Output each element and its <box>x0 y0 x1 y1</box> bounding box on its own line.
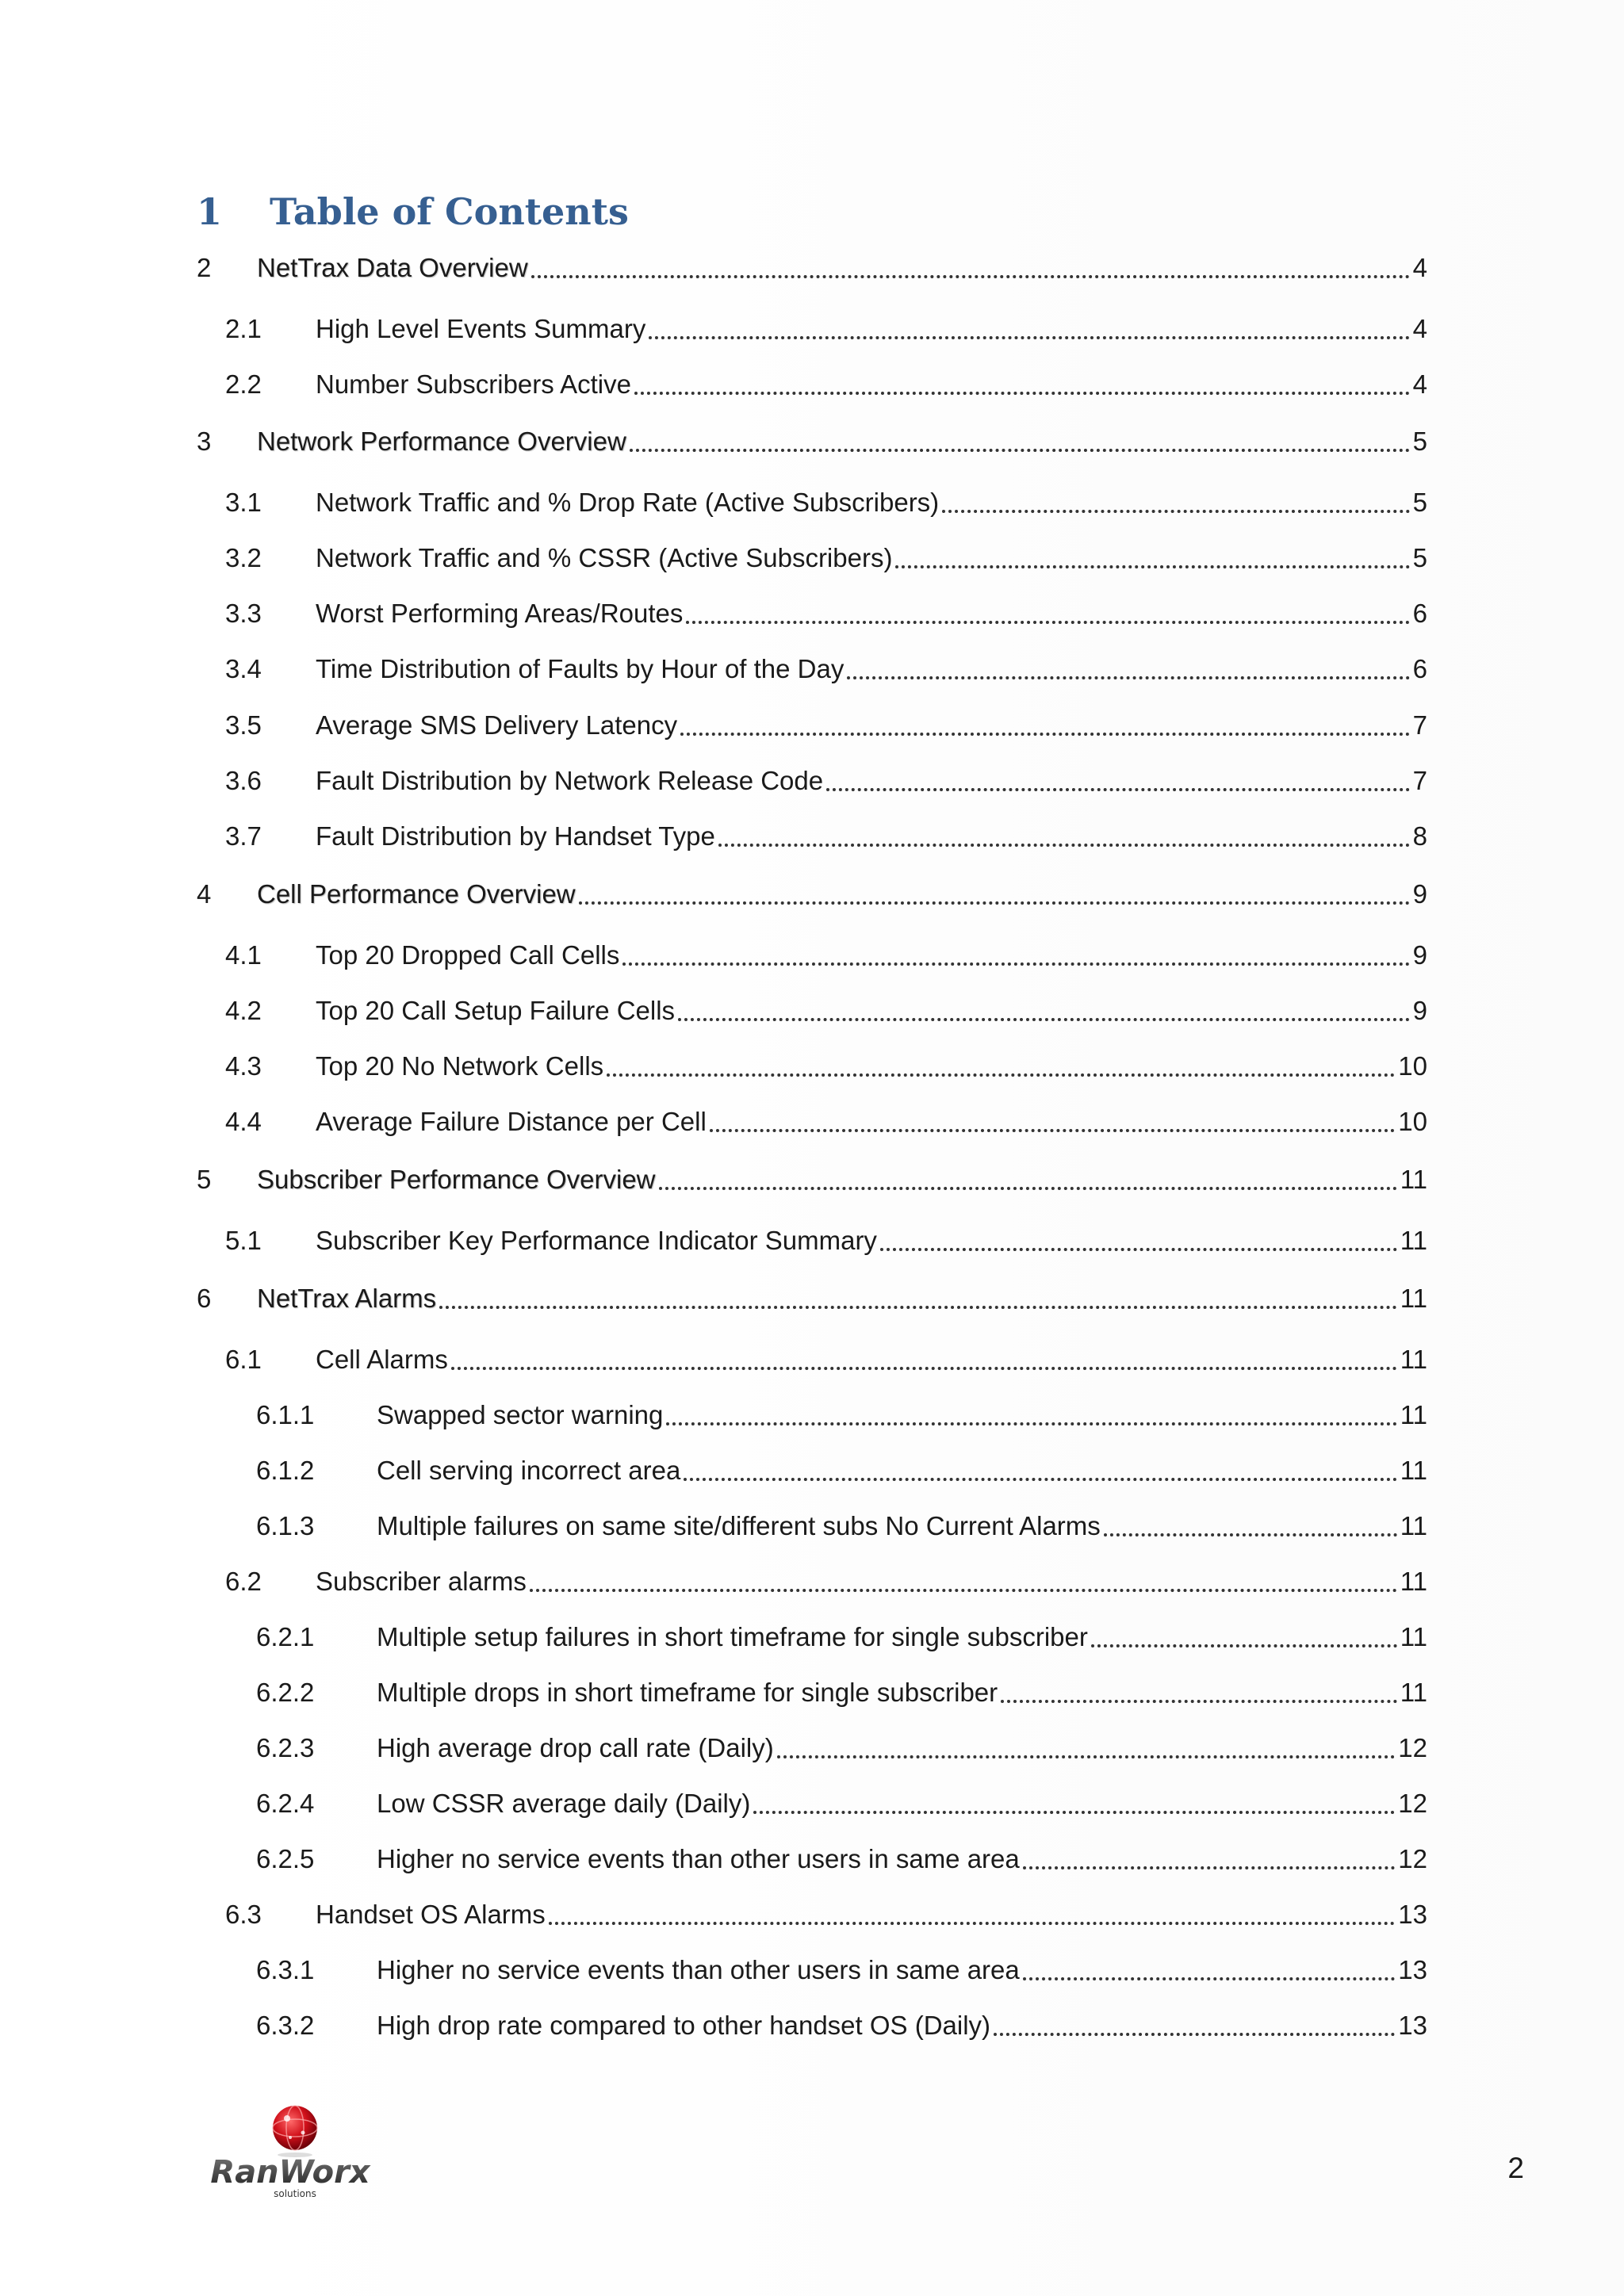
toc-entry-title: NetTrax Alarms <box>257 1284 437 1313</box>
toc-entry[interactable] <box>225 367 1427 402</box>
toc-leader-dots <box>634 370 1410 402</box>
toc-entry-page: 12 <box>1398 1844 1427 1873</box>
toc-entry-page: 11 <box>1400 1345 1427 1374</box>
toc-entry-title: High drop rate compared to other handset OS (Daily) <box>377 2011 991 2040</box>
toc-leader-dots <box>531 254 1410 285</box>
toc-leader-dots <box>777 1734 1396 1766</box>
toc-entry[interactable] <box>197 1281 1427 1316</box>
ranworx-logo <box>195 2101 385 2204</box>
toc-entry-title: Number Subscribers Active <box>316 369 631 399</box>
toc-entry[interactable] <box>256 1453 1427 1488</box>
toc-leader-dots <box>1001 1678 1397 1710</box>
toc-leader-dots <box>895 544 1409 576</box>
toc-leader-dots <box>439 1284 1397 1316</box>
toc-entry-title: Worst Performing Areas/Routes <box>316 599 684 628</box>
toc-leader-dots <box>1104 1512 1397 1544</box>
toc-leader-dots <box>847 655 1409 687</box>
toc-entry-title: Multiple setup failures in short timeframe for single subscriber <box>377 1622 1088 1651</box>
toc-entry-title: Subscriber Performance Overview <box>257 1165 656 1194</box>
toc-entry-page: 11 <box>1400 1226 1427 1255</box>
toc-entry[interactable] <box>225 763 1427 798</box>
toc-entry[interactable] <box>225 1564 1427 1599</box>
toc-entry[interactable] <box>225 993 1427 1028</box>
toc-entry-number: 6.2.3 <box>256 1733 315 1762</box>
toc-entry[interactable] <box>225 938 1427 973</box>
toc-entry-title: Multiple failures on same site/different subs No Current Alarms <box>377 1511 1101 1540</box>
toc-entry[interactable] <box>256 1953 1427 1988</box>
toc-entry-page: 13 <box>1398 1955 1427 1984</box>
toc-entry-title: Subscriber Key Performance Indicator Summary <box>316 1226 877 1255</box>
toc-entry-number: 4.2 <box>225 996 262 1025</box>
toc-leader-dots <box>826 767 1410 798</box>
toc-entry[interactable] <box>225 541 1427 576</box>
toc-entry-title: Fault Distribution by Network Release Code <box>316 766 824 795</box>
page-number: 2 <box>1507 2152 1524 2184</box>
toc-entry-page: 12 <box>1398 1733 1427 1762</box>
toc-entry-number: 6.1.1 <box>256 1400 315 1429</box>
toc-heading-number: 1 <box>197 190 223 233</box>
toc-entry-page: 9 <box>1412 879 1427 909</box>
toc-entry-number: 3.1 <box>225 488 262 517</box>
toc-entry-page: 4 <box>1412 253 1427 282</box>
toc-leader-dots <box>579 880 1410 912</box>
toc-entry[interactable] <box>256 1786 1427 1821</box>
toc-entry-number: 3.2 <box>225 543 262 572</box>
toc-leader-dots <box>630 427 1410 459</box>
toc-entry-number: 6 <box>197 1284 212 1313</box>
toc-entry-number: 5.1 <box>225 1226 262 1255</box>
toc-leader-dots <box>1091 1623 1397 1655</box>
toc-entry-number: 3 <box>197 427 212 456</box>
toc-entry[interactable] <box>225 312 1427 346</box>
toc-entry-number: 3.3 <box>225 599 262 628</box>
toc-entry[interactable] <box>197 424 1427 459</box>
toc-entry[interactable] <box>256 1398 1427 1433</box>
toc-entry-number: 2 <box>197 253 212 282</box>
toc-entry[interactable] <box>225 1049 1427 1084</box>
toc-entry-title: High Level Events Summary <box>316 314 646 343</box>
logo-tagline: solutions <box>274 2188 316 2199</box>
logo-wordmark: RanWorx <box>210 2154 370 2191</box>
toc-entry-page: 6 <box>1412 654 1427 683</box>
toc-entry-page: 10 <box>1398 1051 1427 1081</box>
toc-entry[interactable] <box>225 485 1427 520</box>
toc-entry[interactable] <box>225 819 1427 854</box>
toc-entry-page: 11 <box>1400 1678 1427 1707</box>
toc-entry-page: 11 <box>1400 1284 1427 1313</box>
toc-entry-title: Low CSSR average daily (Daily) <box>377 1789 751 1818</box>
toc-entry-page: 5 <box>1412 543 1427 572</box>
toc-leader-dots <box>880 1226 1397 1258</box>
toc-entry-number: 3.7 <box>225 821 262 851</box>
toc-entry-page: 11 <box>1400 1456 1427 1485</box>
toc-entry-title: Handset OS Alarms <box>316 1900 546 1929</box>
toc-leader-dots <box>942 488 1409 520</box>
toc-leader-dots <box>530 1567 1397 1599</box>
toc-entry-title: High average drop call rate (Daily) <box>377 1733 774 1762</box>
toc-entry[interactable] <box>256 1509 1427 1544</box>
toc-entry[interactable] <box>256 1620 1427 1655</box>
toc-entry-title: Network Traffic and % CSSR (Active Subscribers) <box>316 543 893 572</box>
toc-entry-page: 11 <box>1400 1400 1427 1429</box>
toc-entry-number: 3.6 <box>225 766 262 795</box>
toc-entry-title: Top 20 Dropped Call Cells <box>316 940 620 970</box>
toc-entry[interactable] <box>256 1842 1427 1877</box>
toc-entry-title: Subscriber alarms <box>316 1567 527 1596</box>
toc-entry[interactable] <box>256 1675 1427 1710</box>
toc-leader-dots <box>710 1108 1395 1139</box>
toc-entry-number: 4 <box>197 879 212 909</box>
toc-entry-title: Cell serving incorrect area <box>377 1456 681 1485</box>
toc-entry[interactable] <box>197 251 1427 285</box>
toc-entry-number: 3.4 <box>225 654 262 683</box>
toc-entry-title: Average SMS Delivery Latency <box>316 710 678 740</box>
toc-leader-dots <box>451 1345 1397 1377</box>
toc-entry-number: 4.4 <box>225 1107 262 1136</box>
toc-entry[interactable] <box>197 1162 1427 1197</box>
toc-entry-page: 9 <box>1412 996 1427 1025</box>
toc-entry-title: Multiple drops in short timeframe for single subscriber <box>377 1678 998 1707</box>
toc-leader-dots <box>549 1900 1396 1932</box>
toc-entry-title: NetTrax Data Overview <box>257 253 528 282</box>
toc-leader-dots <box>622 941 1409 973</box>
toc-leader-dots <box>994 2011 1395 2043</box>
globe-icon <box>273 2106 317 2157</box>
toc-entry[interactable] <box>256 1731 1427 1766</box>
toc-entry-title: Average Failure Distance per Cell <box>316 1107 707 1136</box>
toc-entry-number: 6.3.1 <box>256 1955 315 1984</box>
toc-leader-dots <box>718 822 1410 854</box>
toc-entry-title: Time Distribution of Faults by Hour of the Day <box>316 654 845 683</box>
toc-heading-text: Table of Contents <box>270 190 629 233</box>
toc-entry-page: 11 <box>1400 1622 1427 1651</box>
toc-entry-title: Top 20 Call Setup Failure Cells <box>316 996 676 1025</box>
toc-entry-page: 13 <box>1398 2011 1427 2040</box>
toc-entry-number: 6.2.2 <box>256 1678 315 1707</box>
toc-leader-dots <box>607 1052 1395 1084</box>
toc-entry-number: 6.2 <box>225 1567 262 1596</box>
toc-entry-number: 6.1.3 <box>256 1511 315 1540</box>
toc-entry-page: 7 <box>1412 766 1427 795</box>
toc-entry-number: 6.1 <box>225 1345 262 1374</box>
toc-entry-title: Cell Performance Overview <box>257 879 576 909</box>
toc-entry-number: 6.3 <box>225 1900 262 1929</box>
toc-entry-number: 3.5 <box>225 710 262 740</box>
toc-entry[interactable] <box>197 877 1427 912</box>
toc-entry-number: 6.2.1 <box>256 1622 315 1651</box>
toc-entry-page: 5 <box>1412 427 1427 456</box>
toc-entry-page: 12 <box>1398 1789 1427 1818</box>
toc-entry-number: 6.3.2 <box>256 2011 315 2040</box>
toc-entry-page: 11 <box>1400 1567 1427 1596</box>
toc-entry-page: 11 <box>1400 1511 1427 1540</box>
toc-leader-dots <box>686 599 1409 631</box>
toc-entry-title: Fault Distribution by Handset Type <box>316 821 715 851</box>
toc-leader-dots <box>1023 1845 1396 1877</box>
toc-leader-dots <box>666 1401 1396 1433</box>
toc-entry-number: 5 <box>197 1165 212 1194</box>
toc-entry-page: 10 <box>1398 1107 1427 1136</box>
toc-entry[interactable] <box>225 1223 1427 1258</box>
toc-entry-page: 8 <box>1412 821 1427 851</box>
toc-entry-number: 4.1 <box>225 940 262 970</box>
toc-leader-dots <box>649 315 1409 346</box>
toc-entry-page: 5 <box>1412 488 1427 517</box>
toc-entry[interactable] <box>225 596 1427 631</box>
toc-entry-title: Cell Alarms <box>316 1345 448 1374</box>
toc-leader-dots <box>659 1165 1397 1197</box>
toc-entry-page: 7 <box>1412 710 1427 740</box>
toc-entry[interactable] <box>225 652 1427 687</box>
toc-entry-page: 13 <box>1398 1900 1427 1929</box>
toc-leader-dots <box>753 1789 1395 1821</box>
toc-heading <box>197 190 629 233</box>
toc-entry-page: 9 <box>1412 940 1427 970</box>
toc-leader-dots <box>684 1456 1396 1488</box>
toc-entry-number: 6.2.4 <box>256 1789 315 1818</box>
toc-entry[interactable] <box>256 2008 1427 2043</box>
toc-entry-page: 4 <box>1412 314 1427 343</box>
toc-entry-page: 4 <box>1412 369 1427 399</box>
toc-entry-title: Network Traffic and % Drop Rate (Active Subscribers) <box>316 488 940 517</box>
toc-entry[interactable] <box>225 1897 1427 1932</box>
toc-leader-dots <box>1023 1956 1396 1988</box>
toc-entry-number: 4.3 <box>225 1051 262 1081</box>
toc-entry-title: Higher no service events than other users in same area <box>377 1844 1020 1873</box>
toc-leader-dots <box>678 997 1410 1028</box>
toc-entry[interactable] <box>225 708 1427 743</box>
toc-entry[interactable] <box>225 1104 1427 1139</box>
toc-entry-title: Top 20 No Network Cells <box>316 1051 604 1081</box>
toc-entry-title: Higher no service events than other users in same area <box>377 1955 1020 1984</box>
toc-leader-dots <box>680 711 1410 743</box>
toc-entry-title: Network Performance Overview <box>257 427 626 456</box>
toc-entry-page: 11 <box>1400 1165 1427 1194</box>
toc-entry-page: 6 <box>1412 599 1427 628</box>
toc-entry-number: 6.1.2 <box>256 1456 315 1485</box>
toc-entry-number: 2.2 <box>225 369 262 399</box>
toc-entry-title: Swapped sector warning <box>377 1400 664 1429</box>
toc-entry-number: 2.1 <box>225 314 262 343</box>
toc-entry-number: 6.2.5 <box>256 1844 315 1873</box>
toc-entry[interactable] <box>225 1342 1427 1377</box>
